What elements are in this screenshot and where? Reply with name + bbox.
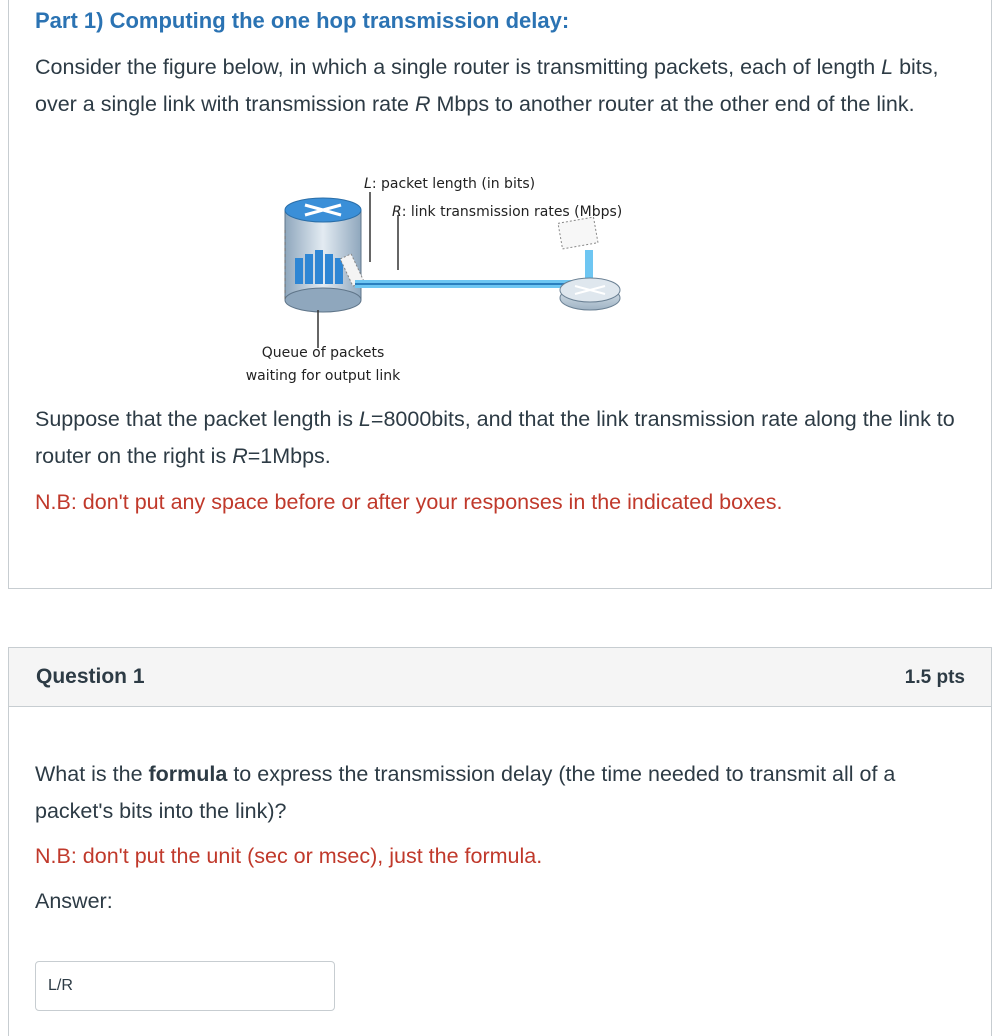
spacing-note: N.B: don't put any space before or after your responses in the indicated boxes. <box>35 490 783 514</box>
intro-paragraph: Consider the figure below, in which a single router is transmitting packets, each of length L bits, over a single link with transmission rate R Mbps to another router at the other end of the link. <box>35 55 939 116</box>
right-router-icon <box>560 278 620 310</box>
answer-input[interactable] <box>35 961 335 1011</box>
network-figure <box>230 170 700 390</box>
packet-on-link-icon <box>558 217 598 249</box>
label-queue-line1: Queue of packets <box>261 345 385 361</box>
part-title: Part 1) Computing the one hop transmission delay: <box>35 8 570 33</box>
question-text: What is the formula to express the transmission delay (the time needed to transmit all of a packet's bits into the link)? <box>35 762 896 823</box>
unit-note: N.B: don't put the unit (sec or msec), just the formula. <box>35 844 543 868</box>
suppose-paragraph: Suppose that the packet length is L=8000bits, and that the link transmission rate along the link to router on the right is R=1Mbps. <box>35 407 955 468</box>
question-header <box>8 647 992 707</box>
label-link-rate: R: link transmission rates (Mbps) <box>392 204 623 220</box>
label-packet-length: L: packet length (in bits) <box>364 176 536 192</box>
answer-label: Answer: <box>35 889 113 913</box>
label-queue-line2: waiting for output link <box>245 368 401 384</box>
router-link-diagram <box>230 170 700 390</box>
question-points: 1.5 pts <box>904 667 965 688</box>
question-title: Question 1 <box>36 665 145 688</box>
link-line <box>355 250 595 290</box>
